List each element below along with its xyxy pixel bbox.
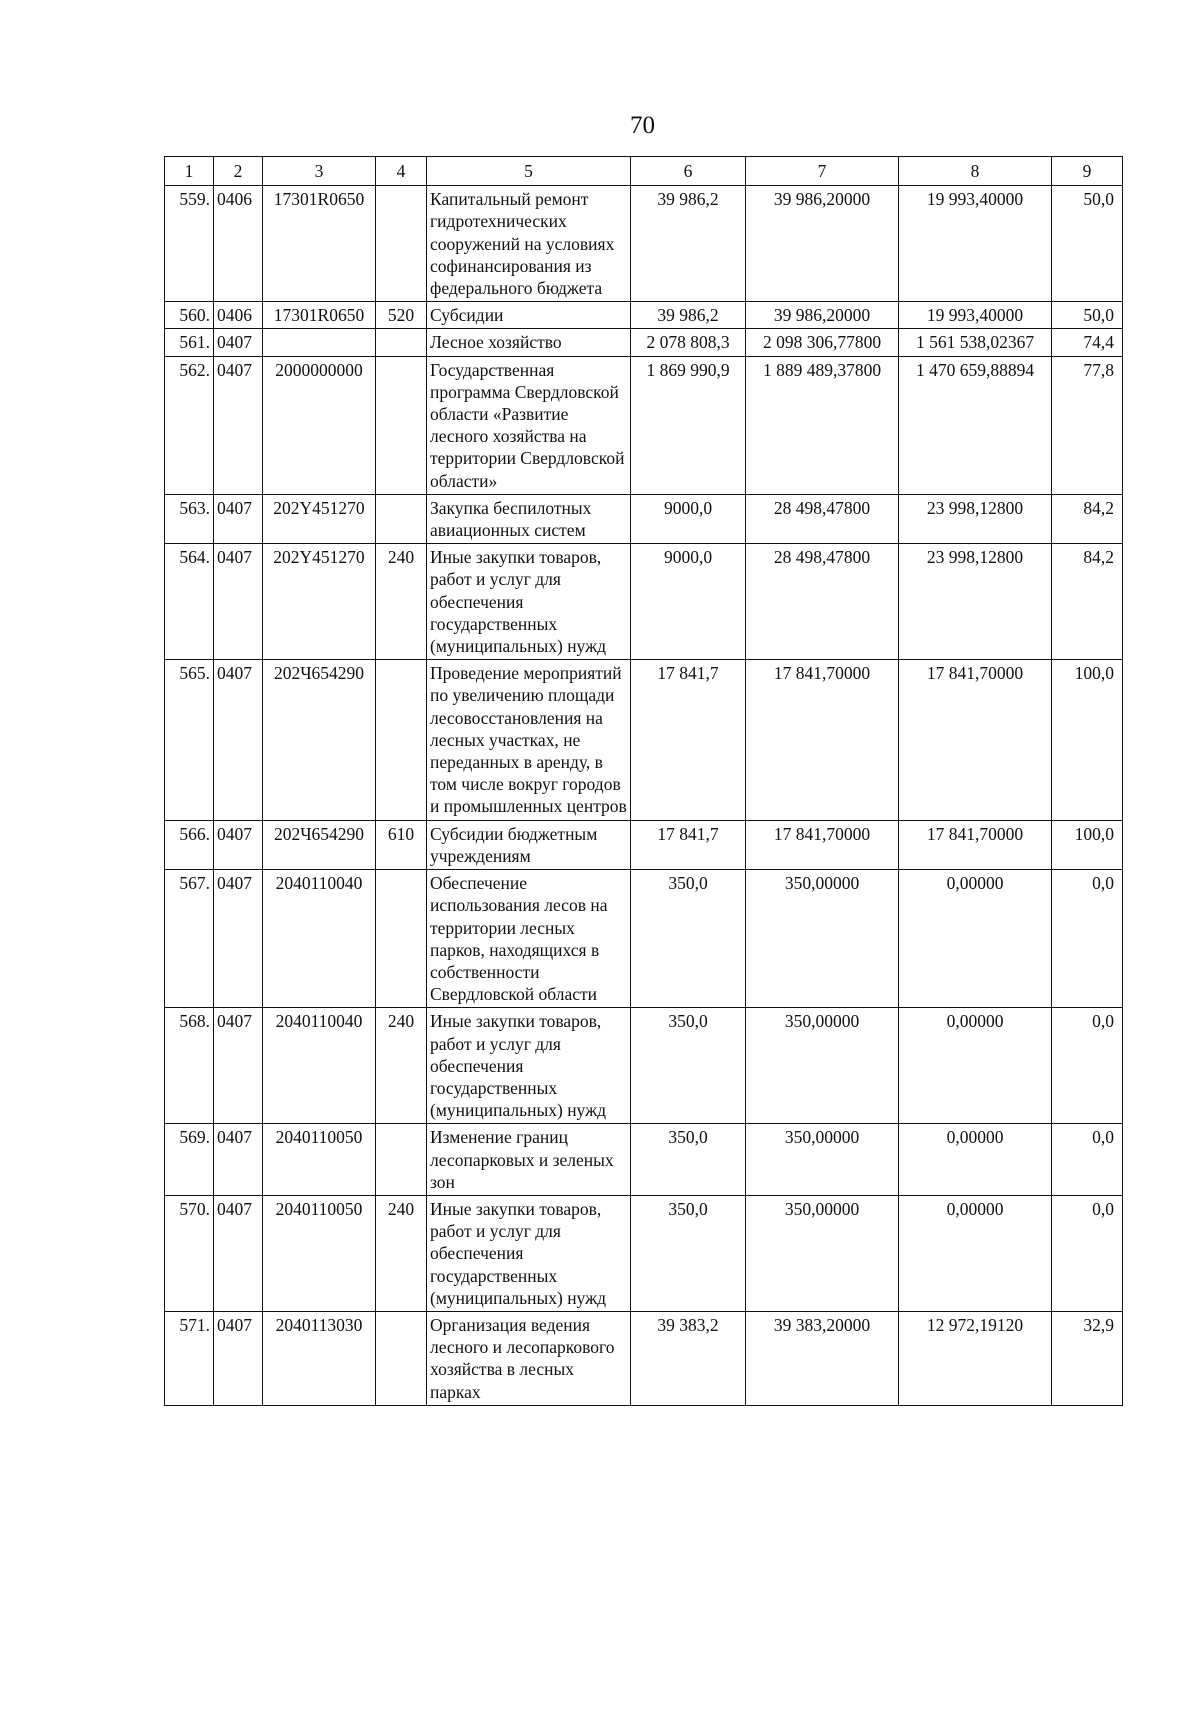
revised-amount-cell: 17 841,70000 — [746, 820, 899, 869]
column-header: 7 — [746, 157, 899, 186]
target-code-cell: 202Ч654290 — [263, 820, 376, 869]
row-number-cell: 571. — [165, 1311, 214, 1405]
executed-amount-cell: 17 841,70000 — [899, 820, 1052, 869]
row-number-cell: 564. — [165, 544, 214, 660]
item-name-cell: Иные закупки товаров, работ и услуг для обеспечения государственных (муниципальных) нужд — [427, 544, 631, 660]
section-code-cell: 0407 — [214, 329, 263, 356]
executed-amount-cell: 0,00000 — [899, 1008, 1052, 1124]
column-header: 5 — [427, 157, 631, 186]
execution-percent-cell: 77,8 — [1052, 356, 1123, 494]
section-code-cell: 0407 — [214, 870, 263, 1008]
row-number-cell: 568. — [165, 1008, 214, 1124]
executed-amount-cell: 19 993,40000 — [899, 186, 1052, 302]
expense-type-cell: 240 — [376, 1008, 427, 1124]
execution-percent-cell: 84,2 — [1052, 494, 1123, 543]
target-code-cell: 2040110040 — [263, 1008, 376, 1124]
revised-amount-cell: 2 098 306,77800 — [746, 329, 899, 356]
page-number: 70 — [630, 112, 655, 139]
expense-type-cell — [376, 329, 427, 356]
target-code-cell: 17301R0650 — [263, 302, 376, 329]
section-code-cell: 0407 — [214, 356, 263, 494]
execution-percent-cell: 50,0 — [1052, 302, 1123, 329]
table-row — [165, 186, 1123, 302]
item-name-cell: Иные закупки товаров, работ и услуг для обеспечения государственных (муниципальных) нужд — [427, 1195, 631, 1311]
row-number-cell: 559. — [165, 186, 214, 302]
table-row — [165, 329, 1123, 356]
revised-amount-cell: 1 889 489,37800 — [746, 356, 899, 494]
table-row — [165, 302, 1123, 329]
executed-amount-cell: 17 841,70000 — [899, 660, 1052, 820]
header-row — [165, 157, 1123, 186]
approved-amount-cell: 350,0 — [631, 870, 746, 1008]
approved-amount-cell: 350,0 — [631, 1124, 746, 1196]
section-code-cell: 0407 — [214, 1311, 263, 1405]
item-name-cell: Закупка беспилотных авиационных систем — [427, 494, 631, 543]
table-row — [165, 870, 1123, 1008]
approved-amount-cell: 2 078 808,3 — [631, 329, 746, 356]
column-header: 3 — [263, 157, 376, 186]
expense-type-cell — [376, 494, 427, 543]
section-code-cell: 0407 — [214, 1195, 263, 1311]
revised-amount-cell: 350,00000 — [746, 1124, 899, 1196]
section-code-cell: 0407 — [214, 820, 263, 869]
revised-amount-cell: 17 841,70000 — [746, 660, 899, 820]
approved-amount-cell: 39 986,2 — [631, 186, 746, 302]
target-code-cell: 2040110050 — [263, 1195, 376, 1311]
budget-table — [164, 156, 1123, 1406]
expense-type-cell: 520 — [376, 302, 427, 329]
target-code-cell — [263, 329, 376, 356]
table-row — [165, 494, 1123, 543]
section-code-cell: 0406 — [214, 302, 263, 329]
execution-percent-cell: 74,4 — [1052, 329, 1123, 356]
expense-type-cell: 610 — [376, 820, 427, 869]
expense-type-cell: 240 — [376, 1195, 427, 1311]
executed-amount-cell: 12 972,19120 — [899, 1311, 1052, 1405]
table-row — [165, 1124, 1123, 1196]
target-code-cell: 202Y451270 — [263, 544, 376, 660]
row-number-cell: 567. — [165, 870, 214, 1008]
approved-amount-cell: 9000,0 — [631, 494, 746, 543]
column-header: 1 — [165, 157, 214, 186]
section-code-cell: 0406 — [214, 186, 263, 302]
approved-amount-cell: 1 869 990,9 — [631, 356, 746, 494]
executed-amount-cell: 23 998,12800 — [899, 544, 1052, 660]
section-code-cell: 0407 — [214, 660, 263, 820]
table-row — [165, 544, 1123, 660]
expense-type-cell — [376, 1124, 427, 1196]
column-header: 6 — [631, 157, 746, 186]
revised-amount-cell: 39 986,20000 — [746, 302, 899, 329]
table-row — [165, 660, 1123, 820]
target-code-cell: 17301R0650 — [263, 186, 376, 302]
item-name-cell: Изменение границ лесопарковых и зеленых зон — [427, 1124, 631, 1196]
execution-percent-cell: 50,0 — [1052, 186, 1123, 302]
table-body — [165, 186, 1123, 1406]
executed-amount-cell: 23 998,12800 — [899, 494, 1052, 543]
executed-amount-cell: 0,00000 — [899, 870, 1052, 1008]
row-number-cell: 569. — [165, 1124, 214, 1196]
executed-amount-cell: 1 561 538,02367 — [899, 329, 1052, 356]
executed-amount-cell: 19 993,40000 — [899, 302, 1052, 329]
approved-amount-cell: 350,0 — [631, 1195, 746, 1311]
column-header: 4 — [376, 157, 427, 186]
row-number-cell: 560. — [165, 302, 214, 329]
item-name-cell: Субсидии — [427, 302, 631, 329]
executed-amount-cell: 0,00000 — [899, 1195, 1052, 1311]
target-code-cell: 2000000000 — [263, 356, 376, 494]
item-name-cell: Субсидии бюджетным учреждениям — [427, 820, 631, 869]
section-code-cell: 0407 — [214, 1008, 263, 1124]
execution-percent-cell: 100,0 — [1052, 820, 1123, 869]
table-row — [165, 356, 1123, 494]
approved-amount-cell: 39 986,2 — [631, 302, 746, 329]
row-number-cell: 563. — [165, 494, 214, 543]
executed-amount-cell: 1 470 659,88894 — [899, 356, 1052, 494]
column-header: 2 — [214, 157, 263, 186]
revised-amount-cell: 350,00000 — [746, 870, 899, 1008]
approved-amount-cell: 17 841,7 — [631, 660, 746, 820]
approved-amount-cell: 350,0 — [631, 1008, 746, 1124]
row-number-cell: 570. — [165, 1195, 214, 1311]
item-name-cell: Организация ведения лесного и лесопаркового хозяйства в лесных парках — [427, 1311, 631, 1405]
section-code-cell: 0407 — [214, 494, 263, 543]
target-code-cell: 202Ч654290 — [263, 660, 376, 820]
table-row — [165, 1008, 1123, 1124]
execution-percent-cell: 0,0 — [1052, 1124, 1123, 1196]
section-code-cell: 0407 — [214, 1124, 263, 1196]
execution-percent-cell: 0,0 — [1052, 870, 1123, 1008]
execution-percent-cell: 0,0 — [1052, 1195, 1123, 1311]
execution-percent-cell: 32,9 — [1052, 1311, 1123, 1405]
table-row — [165, 820, 1123, 869]
revised-amount-cell: 39 986,20000 — [746, 186, 899, 302]
row-number-cell: 565. — [165, 660, 214, 820]
expense-type-cell — [376, 186, 427, 302]
item-name-cell: Капитальный ремонт гидротехнических сооружений на условиях софинансирования из федерального бюджета — [427, 186, 631, 302]
item-name-cell: Лесное хозяйство — [427, 329, 631, 356]
row-number-cell: 562. — [165, 356, 214, 494]
revised-amount-cell: 28 498,47800 — [746, 494, 899, 543]
execution-percent-cell: 84,2 — [1052, 544, 1123, 660]
execution-percent-cell: 0,0 — [1052, 1008, 1123, 1124]
target-code-cell: 2040110040 — [263, 870, 376, 1008]
item-name-cell: Государственная программа Свердловской области «Развитие лесного хозяйства на территории Свердловской области» — [427, 356, 631, 494]
expense-type-cell — [376, 870, 427, 1008]
approved-amount-cell: 9000,0 — [631, 544, 746, 660]
expense-type-cell: 240 — [376, 544, 427, 660]
approved-amount-cell: 39 383,2 — [631, 1311, 746, 1405]
table-row — [165, 1195, 1123, 1311]
executed-amount-cell: 0,00000 — [899, 1124, 1052, 1196]
item-name-cell: Проведение мероприятий по увеличению площади лесовосстановления на лесных участках, не переданных в аренду, в том числе вокруг городов и промышленных центров — [427, 660, 631, 820]
expense-type-cell — [376, 1311, 427, 1405]
approved-amount-cell: 17 841,7 — [631, 820, 746, 869]
execution-percent-cell: 100,0 — [1052, 660, 1123, 820]
row-number-cell: 561. — [165, 329, 214, 356]
expense-type-cell — [376, 356, 427, 494]
revised-amount-cell: 350,00000 — [746, 1195, 899, 1311]
revised-amount-cell: 39 383,20000 — [746, 1311, 899, 1405]
item-name-cell: Иные закупки товаров, работ и услуг для обеспечения государственных (муниципальных) нужд — [427, 1008, 631, 1124]
revised-amount-cell: 28 498,47800 — [746, 544, 899, 660]
section-code-cell: 0407 — [214, 544, 263, 660]
table-row — [165, 1311, 1123, 1405]
target-code-cell: 2040110050 — [263, 1124, 376, 1196]
column-header: 8 — [899, 157, 1052, 186]
target-code-cell: 2040113030 — [263, 1311, 376, 1405]
revised-amount-cell: 350,00000 — [746, 1008, 899, 1124]
target-code-cell: 202Y451270 — [263, 494, 376, 543]
expense-type-cell — [376, 660, 427, 820]
item-name-cell: Обеспечение использования лесов на территории лесных парков, находящихся в собственности Свердловской области — [427, 870, 631, 1008]
column-header: 9 — [1052, 157, 1123, 186]
row-number-cell: 566. — [165, 820, 214, 869]
